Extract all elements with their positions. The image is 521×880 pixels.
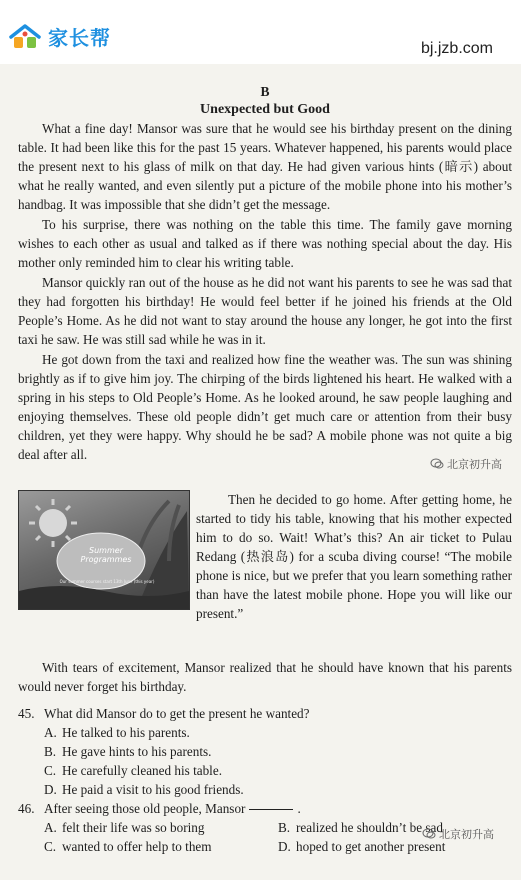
house-logo-icon [8, 23, 42, 51]
paragraph: With tears of excitement, Mansor realized that he should have known that his parents would never forget his birthday. [18, 660, 512, 694]
option-d[interactable] [18, 780, 512, 799]
option-text: wanted to offer help to them [62, 839, 212, 854]
watermark [430, 456, 502, 472]
question-number: 45. [18, 706, 35, 721]
option-text: He carefully cleaned his table. [62, 763, 223, 778]
option-letter: D. [278, 839, 291, 854]
section-letter: B [260, 84, 270, 99]
photo-small-text: Our summer courses start 13th June (this year) [59, 579, 155, 584]
question-stem [18, 704, 512, 723]
option-text: He paid a visit to his good friends. [62, 782, 244, 797]
option-a[interactable] [18, 723, 512, 742]
photo-caption: Summer Programmes [80, 546, 132, 564]
watermark-text: 北京初升高 [439, 828, 494, 841]
option-letter: A. [44, 820, 57, 835]
paragraph: To his surprise, there was nothing on the table this time. The family gave morning wishes to each other as usual and talked as if there was nothing special about the day. His mother only reminded him to clear his writing table. [18, 217, 512, 270]
option-c[interactable] [44, 837, 278, 856]
brand-logo[interactable] [8, 22, 111, 51]
passage-title: Unexpected but Good [200, 102, 330, 117]
option-letter: B. [44, 744, 57, 759]
paragraph: Mansor quickly ran out of the house as he did not want his parents to see he was sad that they had forgotten his birthday! He would feel better if he joined his friends at the Old People’s Home. As he did not want to stay around the house any longer, he got into the first taxi he saw. He was still sad while he was in it. [18, 275, 512, 347]
question-text: After seeing those old people, Mansor . [44, 801, 301, 816]
option-letter: D. [44, 782, 57, 797]
question-stem [18, 799, 512, 818]
photo-section [18, 490, 512, 640]
watermark-text: 北京初升高 [447, 458, 502, 471]
site-url[interactable]: bj.jzb.com [420, 40, 493, 57]
site-header [0, 0, 521, 64]
answer-blank[interactable] [249, 809, 293, 810]
question-number: 46. [18, 801, 35, 816]
paragraph: Then he decided to go home. After getting home, he started to tidy his table, knowing that his mother expected him to do so. Wait! What’s this? An air ticket to Pulau Redang (热浪岛) for a scuba diving course! “The mobile phone is nice, but we prefer that you learn something rather than have the latest mobile phone. Hope you will like our present.” [196, 492, 512, 621]
question-text: What did Mansor do to get the present he wanted? [44, 706, 310, 721]
paragraph: He got down from the taxi and realized how fine the weather was. The sun was shining brightly as if to give him joy. The chirping of the birds lightened his heart. He walked with a spring in his steps to Old People’s Home. As he looked around, he saw people laughing and enjoying themselves. These old people didn’t get much care or attention from their busy children, yet they were happy. Why should he be sad? A mobile phone was not quite a big deal after all. [18, 352, 512, 462]
option-text: hoped to get another present [296, 839, 446, 854]
option-b[interactable] [18, 742, 512, 761]
option-letter: C. [44, 763, 57, 778]
option-text: He gave hints to his parents. [62, 744, 212, 759]
option-letter: C. [44, 839, 57, 854]
option-text: realized he shouldn’t be sad [296, 820, 443, 835]
paragraph: What a fine day! Mansor was sure that he would see his birthday present on the dining table. It had been like this for the past 15 years. Whatever happened, his parents would place the present next to his glass of milk on that day. He had given various hints (暗示) about what he really wanted, and even silently put a picture of the mobile phone into his mother’s handbag. It was impossible that she didn’t get the message. [18, 121, 512, 212]
brand-name: 家长帮 [48, 26, 111, 50]
photo-side-text [196, 490, 512, 623]
question-45 [18, 704, 512, 799]
option-text: felt their life was so boring [62, 820, 205, 835]
wechat-icon [430, 458, 444, 470]
option-c[interactable] [18, 761, 512, 780]
watermark [422, 826, 494, 842]
option-letter: B. [278, 820, 291, 835]
option-text: He talked to his parents. [62, 725, 190, 740]
option-letter: A. [44, 725, 57, 740]
summer-programme-photo [18, 490, 190, 610]
wechat-icon [422, 828, 436, 840]
option-a[interactable] [44, 818, 278, 837]
